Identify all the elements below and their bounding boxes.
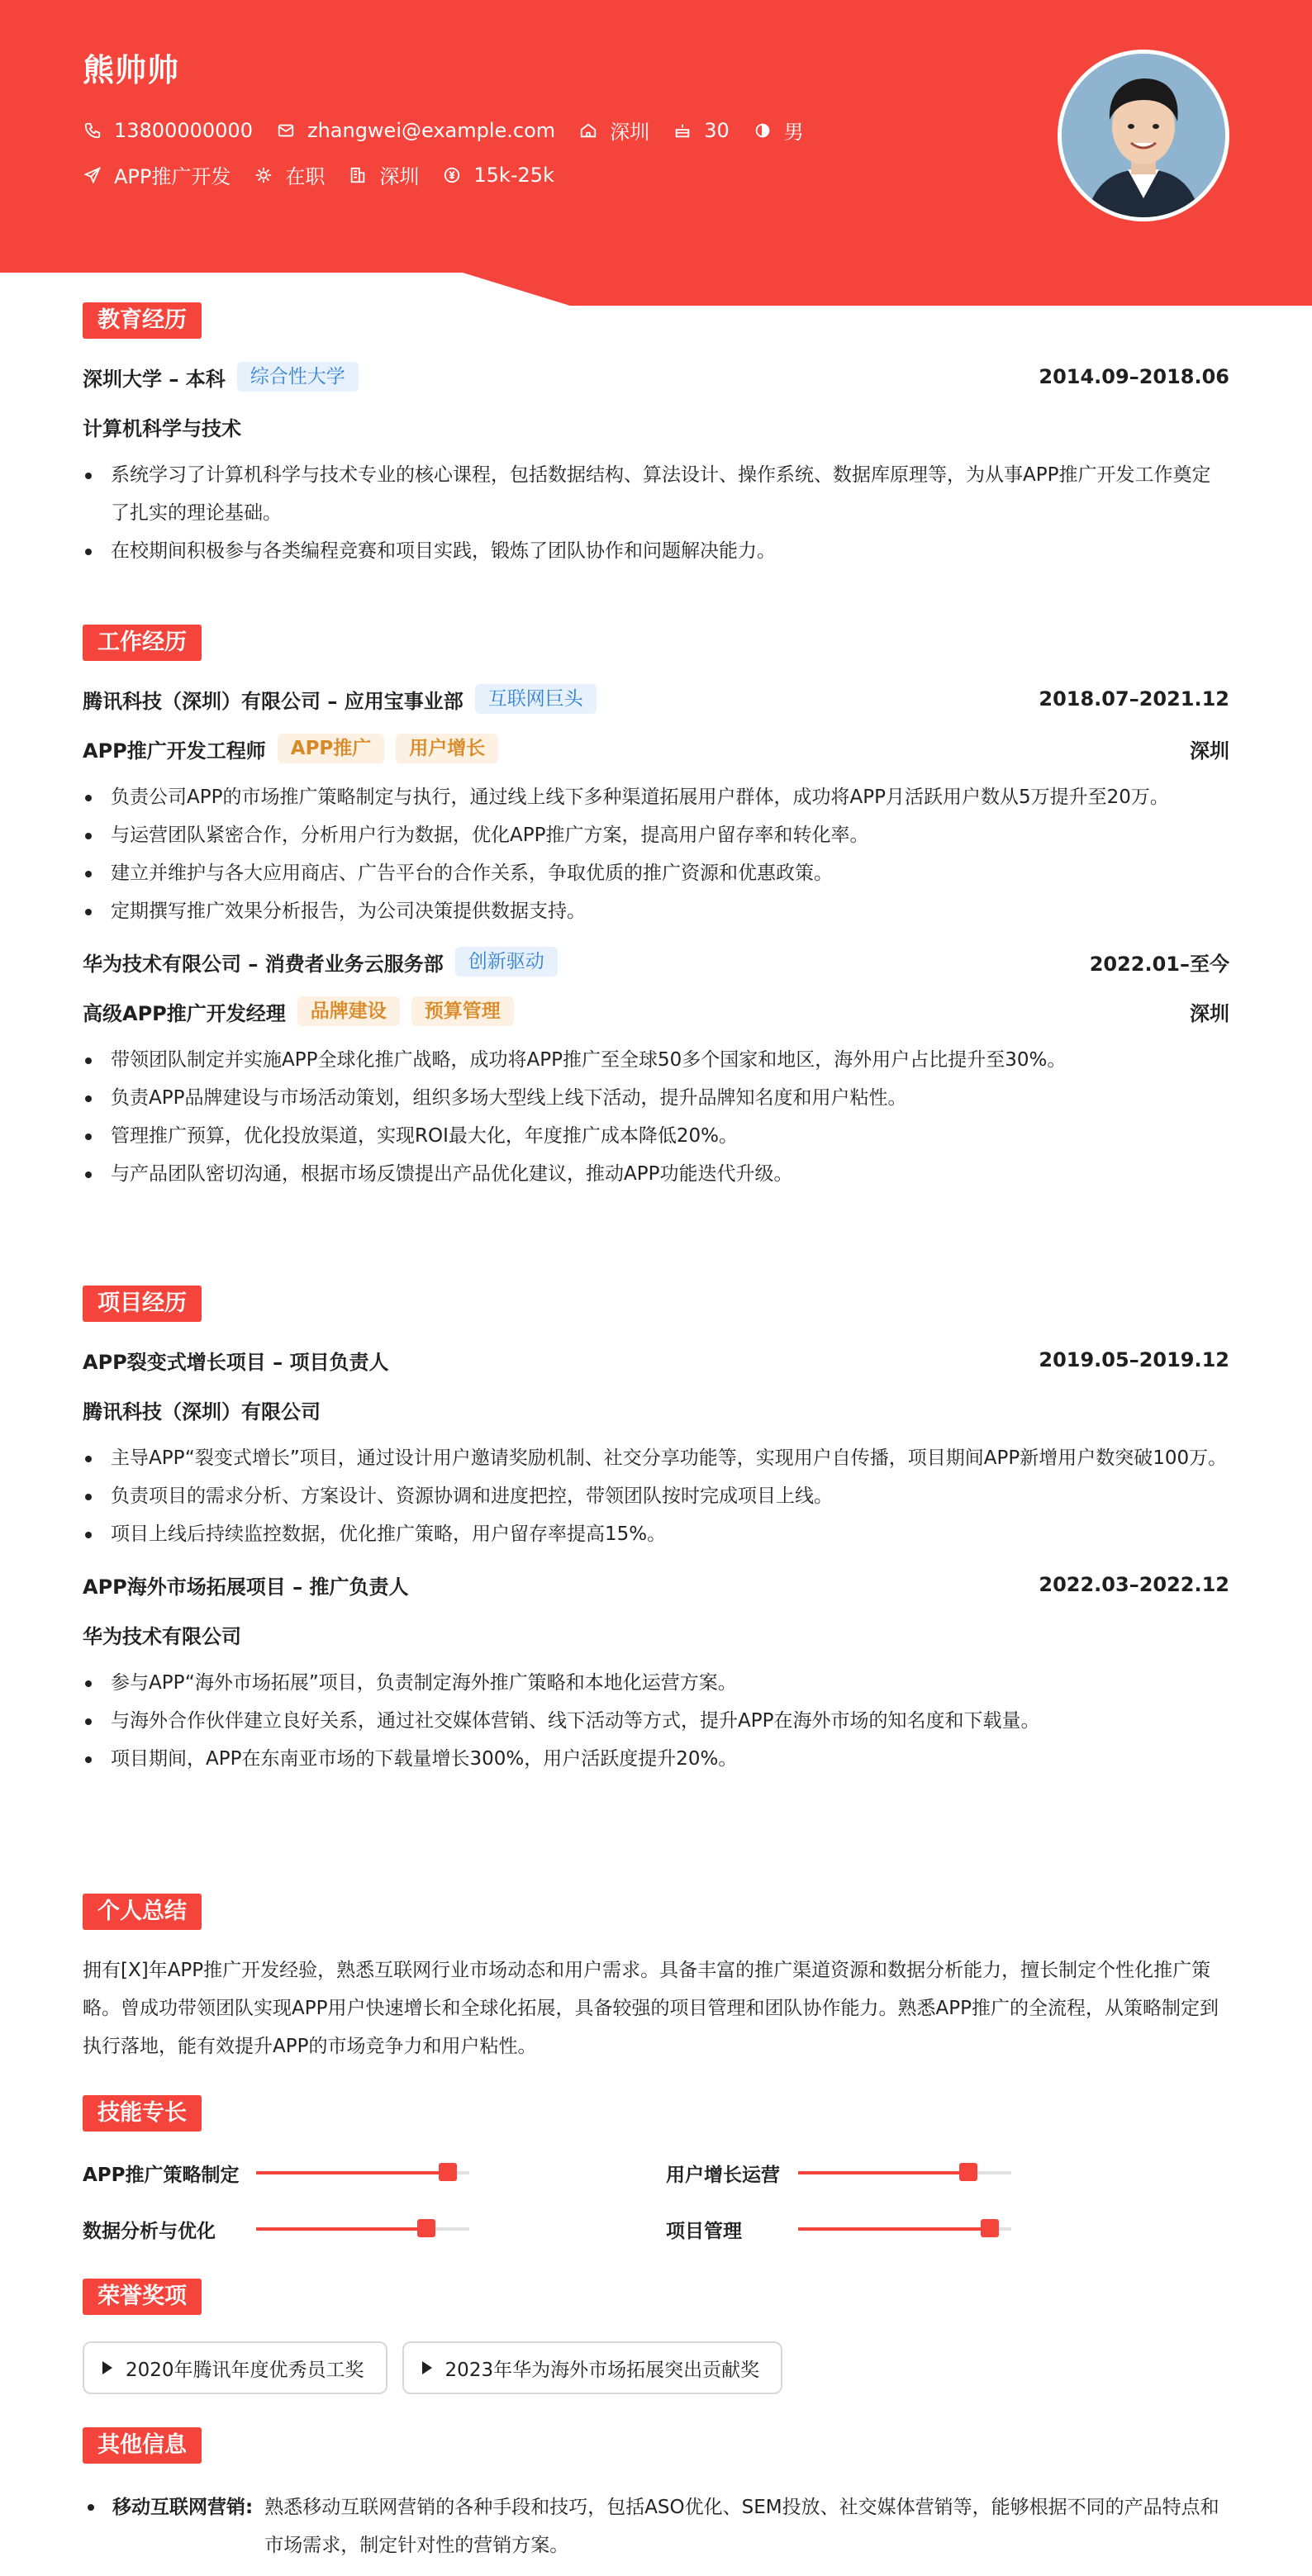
job-bullets (83, 778, 1229, 930)
education-date: 2014.09–2018.06 (1039, 365, 1229, 388)
major: 计算机科学与技术 (83, 416, 241, 440)
mail-icon (276, 121, 296, 140)
other-section (83, 2427, 1229, 2564)
education-bullets (83, 456, 1229, 570)
skill-label: APP推广策略制定 (83, 2164, 240, 2186)
phone-value: 13800000000 (114, 118, 253, 142)
section-header (83, 1286, 1229, 1325)
role-tag: 用户增长 (396, 734, 498, 763)
company-name: 腾讯科技（深圳）有限公司 – 应用宝事业部 (83, 689, 463, 713)
yen-icon (442, 165, 462, 185)
status-item (254, 160, 325, 189)
hometown-item (578, 116, 649, 145)
project-company-row (83, 1616, 1229, 1652)
list-item: 项目上线后持续监控数据，优化推广策略，用户留存率提高15%。 (83, 1515, 1229, 1553)
gender-icon (753, 121, 772, 140)
project-company-row (83, 1391, 1229, 1428)
candidate-name: 熊帅帅 (83, 52, 180, 88)
salary-value: 15k-25k (473, 163, 554, 187)
list-item: 与海外合作伙伴建立良好关系，通过社交媒体营销、线下活动等方式，提升APP在海外市场的知名度和下载量。 (83, 1702, 1229, 1740)
email-value: zhangwei@example.com (307, 118, 556, 142)
school-name: 深圳大学 – 本科 (83, 367, 226, 391)
status-icon (254, 165, 273, 185)
section-divider (83, 643, 1229, 644)
position-item (83, 160, 231, 189)
other-key: 移动互联网营销: (112, 2497, 254, 2518)
skill-bar (256, 2227, 469, 2231)
award-label: 2023年华为海外市场拓展突出贡献奖 (444, 2359, 760, 2381)
building-icon (348, 165, 368, 185)
list-item: 主导APP“裂变式增长”项目，通过设计用户邀请奖励机制、社交分享功能等，实现用户自传播，项目期间APP新增用户数突破100万。 (83, 1439, 1229, 1477)
play-icon (422, 2361, 432, 2374)
job-entry (83, 681, 1229, 930)
project-entry (83, 1566, 1229, 1778)
section-divider (83, 2113, 1229, 2115)
company-badge: 互联网巨头 (475, 684, 597, 714)
skill-fill (256, 2227, 426, 2231)
section-title: 教育经历 (83, 302, 202, 339)
home-icon (578, 121, 598, 140)
job-head (83, 943, 1229, 980)
skill-knob (981, 2219, 999, 2237)
list-item: 在校期间积极参与各类编程竞赛和项目实践，锻炼了团队协作和问题解决能力。 (83, 532, 1229, 570)
city-item (348, 160, 419, 189)
skill-item (83, 2156, 666, 2189)
role-tag: 品牌建设 (297, 996, 400, 1026)
hometown-value: 深圳 (610, 121, 650, 144)
skill-item (666, 2156, 1229, 2189)
gender-item (753, 116, 804, 145)
award-chip (83, 2341, 387, 2394)
company-badge: 创新驱动 (455, 947, 558, 977)
education-head (83, 359, 1229, 395)
section-header (83, 2279, 1229, 2318)
email-item (276, 119, 555, 142)
skill-knob (439, 2163, 457, 2181)
section-header (83, 2095, 1229, 2135)
list-item: 负责项目的需求分析、方案设计、资源协调和进度把控，带领团队按时完成项目上线。 (83, 1477, 1229, 1515)
project-name: APP裂变式增长项目 – 项目负责人 (83, 1350, 389, 1374)
section-title: 其他信息 (83, 2427, 202, 2464)
job-date: 2018.07–2021.12 (1039, 687, 1229, 711)
project-bullets (83, 1439, 1229, 1553)
section-header (83, 302, 1229, 342)
section-title: 个人总结 (83, 1894, 202, 1930)
skill-item (666, 2212, 1229, 2246)
job-city: 深圳 (1190, 1001, 1229, 1025)
summary-section (83, 1894, 1229, 2065)
bullet-dot (88, 2504, 94, 2511)
section-header (83, 625, 1229, 664)
skill-bar (798, 2171, 1011, 2174)
job-city: 深圳 (1190, 739, 1229, 763)
skill-bar (256, 2171, 469, 2174)
project-head (83, 1566, 1229, 1603)
play-icon (102, 2361, 112, 2374)
section-divider (83, 1912, 1229, 1913)
list-item: 建立并维护与各大应用商店、广告平台的合作关系，争取优质的推广资源和优惠政策。 (83, 854, 1229, 892)
education-section (83, 302, 1229, 570)
list-item: 参与APP“海外市场拓展”项目，负责制定海外推广策略和本地化运营方案。 (83, 1664, 1229, 1702)
skill-knob (959, 2163, 977, 2181)
role-row (83, 993, 1229, 1029)
skill-label: 用户增长运营 (666, 2164, 780, 2186)
position-value: APP推广开发 (114, 165, 231, 188)
role-tag: APP推广 (278, 734, 385, 763)
send-icon (83, 165, 102, 185)
phone-icon (83, 121, 102, 140)
skill-label: 数据分析与优化 (83, 2220, 216, 2242)
skills-section (83, 2095, 1229, 2246)
section-title: 荣誉奖项 (83, 2279, 202, 2315)
other-item (83, 2488, 1229, 2564)
role-tag: 预算管理 (411, 996, 514, 1026)
section-title: 项目经历 (83, 1286, 202, 1322)
list-item: 项目期间，APP在东南亚市场的下载量增长300%，用户活跃度提升20%。 (83, 1740, 1229, 1778)
section-header (83, 2427, 1229, 2467)
contact-row (83, 116, 827, 145)
job-head (83, 681, 1229, 717)
summary-text: 拥有[X]年APP推广开发经验，熟悉互联网行业市场动态和用户需求。具备丰富的推广渠道资源和数据分析能力，擅长制定个性化推广策略。曾成功带领团队实现APP用户快速增长和全球化拓展，具备较强的项目管理和团队协作能力。熟悉APP推广的全流程，从策略制定到执行落地，能有效提升APP的市场竞争力和用户粘性。 (83, 1960, 1219, 2057)
project-date: 2019.05–2019.12 (1039, 1348, 1229, 1371)
project-company: 华为技术有限公司 (83, 1624, 241, 1648)
section-divider (83, 2445, 1229, 2447)
job-intent-row (83, 160, 578, 189)
list-item: 负责公司APP的市场推广策略制定与执行，通过线上线下多种渠道拓展用户群体，成功将APP月活跃用户数从5万提升至20万。 (83, 778, 1229, 816)
company-name: 华为技术有限公司 – 消费者业务云服务部 (83, 952, 444, 976)
salary-item (442, 164, 554, 187)
age-item (673, 119, 730, 142)
job-date: 2022.01–至今 (1089, 952, 1229, 976)
section-title: 技能专长 (83, 2095, 202, 2132)
section-title: 工作经历 (83, 625, 202, 661)
list-item: 管理推广预算，优化投放渠道，实现ROI最大化，年度推广成本降低20%。 (83, 1117, 1229, 1155)
project-name: APP海外市场拓展项目 – 推广负责人 (83, 1575, 409, 1599)
cake-icon (673, 121, 692, 140)
list-item: 带领团队制定并实施APP全球化推广战略，成功将APP推广至全球50多个国家和地区，海外用户占比提升至30%。 (83, 1041, 1229, 1079)
project-bullets (83, 1664, 1229, 1778)
other-value: 熟悉移动互联网营销的各种手段和技巧，包括ASO优化、SEM投放、社交媒体营销等，能够根据不同的产品特点和市场需求，制定针对性的营销方案。 (264, 2497, 1219, 2556)
list-item: 定期撰写推广效果分析报告，为公司决策提供数据支持。 (83, 892, 1229, 930)
project-company: 腾讯科技（深圳）有限公司 (83, 1400, 321, 1423)
section-divider (83, 1304, 1229, 1305)
award-chip (402, 2341, 783, 2394)
role-title: APP推广开发工程师 (83, 739, 266, 763)
school-badge: 综合性大学 (237, 362, 359, 392)
avatar-photo (1062, 54, 1225, 217)
avatar (1058, 50, 1229, 221)
project-entry (83, 1342, 1229, 1553)
city-value: 深圳 (379, 165, 420, 188)
section-divider (83, 2297, 1229, 2298)
awards-section (83, 2279, 1229, 2394)
skill-knob (417, 2219, 435, 2237)
project-date: 2022.03–2022.12 (1039, 1573, 1229, 1596)
project-head (83, 1342, 1229, 1378)
resume-header (0, 0, 1312, 306)
age-value: 30 (704, 118, 730, 142)
work-section (83, 625, 1229, 1193)
skill-item (83, 2212, 666, 2246)
awards-list (83, 2341, 1229, 2394)
gender-value: 男 (783, 121, 804, 144)
role-title: 高级APP推广开发经理 (83, 1001, 286, 1025)
award-label: 2020年腾讯年度优秀员工奖 (126, 2359, 364, 2381)
section-header (83, 1894, 1229, 1933)
list-item: 与运营团队紧密合作，分析用户行为数据，优化APP推广方案，提高用户留存率和转化率。 (83, 816, 1229, 854)
phone-item (83, 119, 253, 142)
skill-fill (798, 2171, 968, 2174)
projects-section (83, 1286, 1229, 1778)
skills-grid (83, 2156, 1229, 2246)
job-entry (83, 943, 1229, 1193)
list-item: 与产品团队密切沟通，根据市场反馈提出产品优化建议，推动APP功能迭代升级。 (83, 1155, 1229, 1193)
skill-bar (798, 2227, 1011, 2231)
major-row (83, 408, 1229, 444)
list-item: 负责APP品牌建设与市场活动策划，组织多场大型线上线下活动，提升品牌知名度和用户粘性。 (83, 1079, 1229, 1117)
list-item: 系统学习了计算机科学与技术专业的核心课程，包括数据结构、算法设计、操作系统、数据库原理等，为从事APP推广开发工作奠定了扎实的理论基础。 (83, 456, 1229, 532)
skill-label: 项目管理 (666, 2220, 742, 2242)
role-row (83, 730, 1229, 767)
section-divider (83, 321, 1229, 322)
job-bullets (83, 1041, 1229, 1193)
skill-fill (256, 2171, 448, 2174)
skill-fill (798, 2227, 990, 2231)
status-value: 在职 (285, 165, 326, 188)
